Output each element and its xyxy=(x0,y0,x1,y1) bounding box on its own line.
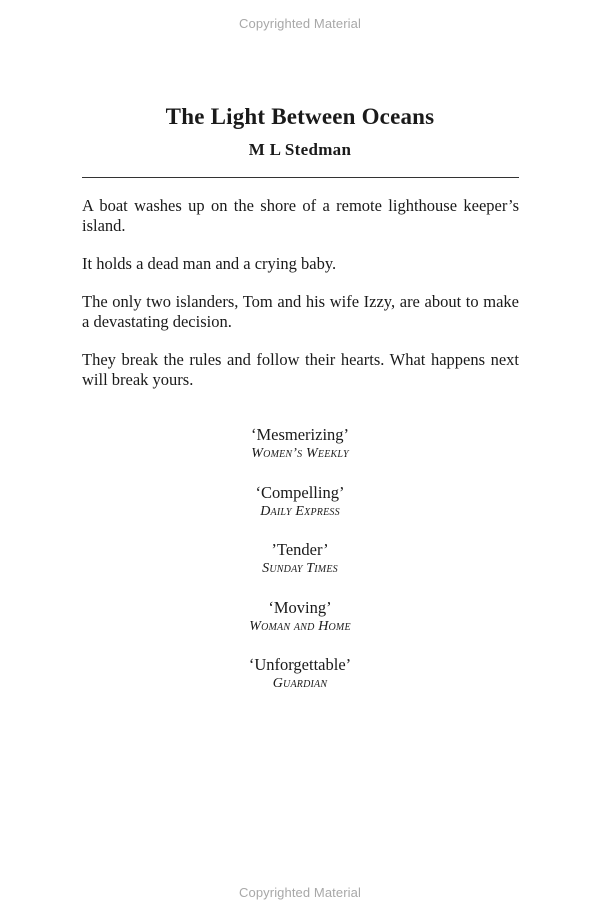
review-quote: ‘Compelling’ xyxy=(255,482,345,502)
blurb-paragraph: They break the rules and follow their hearts. What happens next will break yours. xyxy=(82,350,519,389)
review-item xyxy=(0,425,600,483)
book-title: The Light Between Oceans xyxy=(165,104,435,129)
copyright-watermark-top: Copyrighted Material xyxy=(239,16,361,31)
blurb-text xyxy=(82,196,519,408)
review-source: Daily Express xyxy=(260,503,340,519)
review-item xyxy=(0,540,600,598)
review-quotes xyxy=(0,425,600,713)
review-quote: ‘Mesmerizing’ xyxy=(250,425,350,444)
review-source: Guardian xyxy=(272,676,328,691)
book-author: M L Stedman xyxy=(248,140,352,159)
review-item xyxy=(0,655,600,713)
review-item xyxy=(0,598,600,656)
review-source: Sunday Times xyxy=(262,561,338,576)
review-quote: ‘Unforgettable’ xyxy=(248,655,352,674)
copyright-watermark-bottom: Copyrighted Material xyxy=(239,885,361,900)
review-quote: ‘Moving’ xyxy=(268,597,332,617)
review-item xyxy=(0,483,600,541)
review-quote: ’Tender’ xyxy=(271,540,329,559)
review-source: Woman and Home xyxy=(249,618,351,634)
review-source: Women’s Weekly xyxy=(251,446,349,461)
blurb-paragraph: The only two islanders, Tom and his wife Izzy, are about to make a devastating decision. xyxy=(82,292,519,331)
blurb-paragraph: It holds a dead man and a crying baby. xyxy=(82,254,337,273)
blurb-paragraph: A boat washes up on the shore of a remote lighthouse keeper’s island. xyxy=(82,196,519,235)
divider-rule xyxy=(82,177,519,178)
